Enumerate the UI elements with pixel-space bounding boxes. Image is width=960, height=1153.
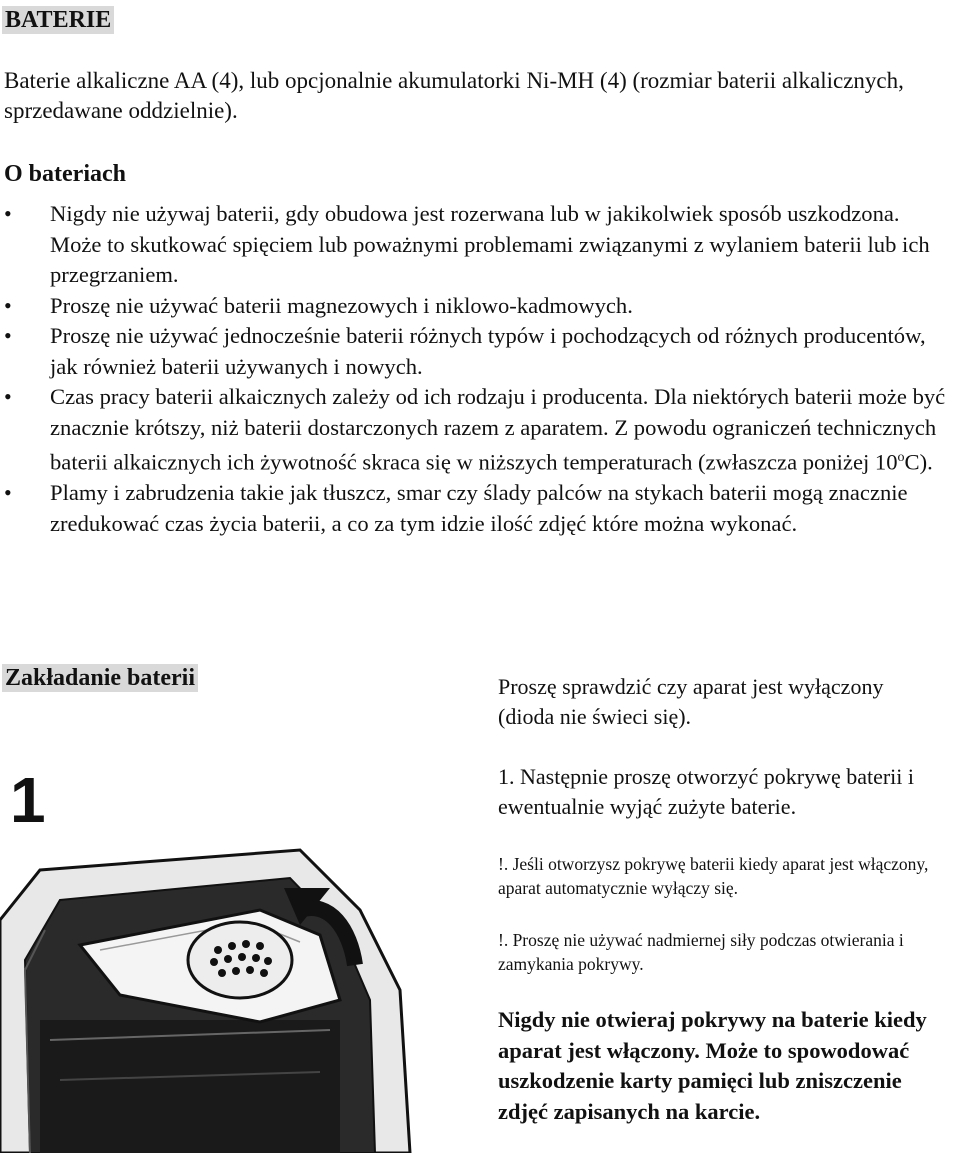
step-number: 1 — [10, 764, 46, 836]
note-no-force: !. Proszę nie używać nadmiernej siły podczas otwierania i zamykania pokrywy. — [498, 930, 904, 974]
subsection-title-about: O bateriach — [4, 161, 126, 187]
list-item — [0, 199, 955, 291]
degree-superscript: o — [897, 450, 905, 465]
intro-paragraph: Baterie alkaliczne AA (4), lub opcjonalnie akumulatorki Ni-MH (4) (rozmiar baterii alkalicznych, sprzedawane oddzielnie). — [4, 68, 904, 123]
bullet-icon: • — [4, 292, 12, 318]
bullet-icon: • — [4, 201, 12, 226]
instruction-open-cover: 1. Następnie proszę otworzyć pokrywę baterii i ewentualnie wyjąć zużyte baterie. — [498, 764, 915, 819]
section-title-install: Zakładanie baterii — [2, 664, 198, 692]
bullet-icon: • — [4, 323, 12, 348]
battery-notes-list — [0, 199, 960, 539]
warning-bold: Nigdy nie otwieraj pokrywy na baterie kiedy aparat jest włączony. Może to spowodować uszkodzenie karty pamięci lub zniszczenie zdjęć zapisanych na karcie. — [498, 1007, 927, 1124]
bullet-icon: • — [4, 480, 12, 506]
list-item — [0, 321, 955, 382]
list-item-text: Plamy i zabrudzenia takie jak tłuszcz, smar czy ślady palców na stykach baterii mogą znacznie zredukować czas życia baterii, a co za tym idzie ilość zdjęć które można wykonać. — [50, 480, 908, 536]
list-item — [0, 478, 955, 539]
bullet-icon: • — [4, 384, 12, 409]
list-item-text: Czas pracy baterii alkaicznych zależy od ich rodzaju i producenta. Dla niektórych baterii może być znacznie krótszy, niż baterii dostarczonych razem z aparatem. Z powodu ograniczeń technicznych baterii alkaicznych ich żywotność skraca się w niższych temperaturach (zwłaszcza poniżej 10 — [50, 384, 946, 475]
instruction-check-off: Proszę sprawdzić czy aparat jest wyłączony (dioda nie świeci się). — [498, 674, 884, 729]
list-item — [0, 382, 955, 478]
note-auto-off: !. Jeśli otworzysz pokrywę baterii kiedy aparat jest włączony, aparat automatycznie wyłączy się. — [498, 854, 929, 898]
battery-cover-illustration — [0, 760, 470, 1153]
section-title-baterie: BATERIE — [2, 6, 114, 34]
temperature-unit: C). — [904, 449, 933, 475]
list-item-text: Proszę nie używać jednocześnie baterii różnych typów i pochodzących od różnych producentów, jak również baterii używanych i nowych. — [50, 323, 926, 379]
list-item-text: Nigdy nie używaj baterii, gdy obudowa jest rozerwana lub w jakikolwiek sposób uszkodzona. Może to skutkować spięciem lub poważnymi problemami związanymi z wylaniem baterii lub ich przegrzaniem. — [50, 201, 930, 287]
list-item — [0, 291, 955, 322]
list-item-text: Proszę nie używać baterii magnezowych i niklowo-kadmowych. — [50, 292, 633, 318]
